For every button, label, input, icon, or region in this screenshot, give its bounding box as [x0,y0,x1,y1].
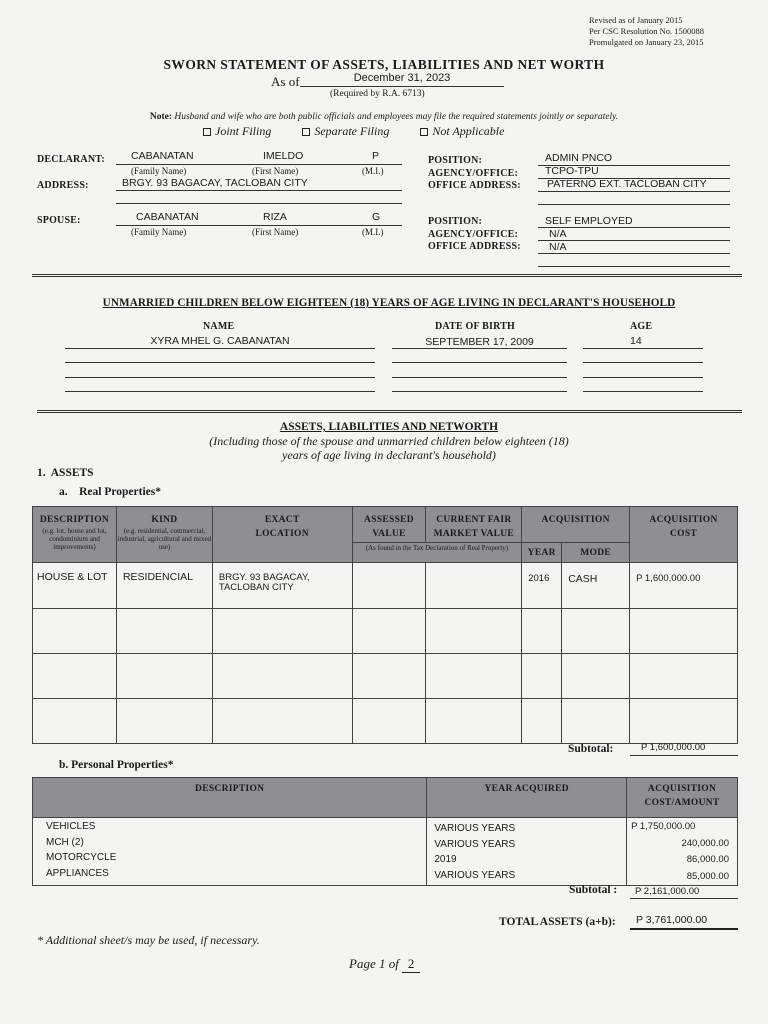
revision-note [589,15,704,48]
list-item: VARIOUS YEARS [434,869,516,881]
option-label: Not Applicable [432,124,505,138]
child-row-line [392,391,567,392]
cell-mode: CASH [562,563,630,609]
child-row-line [65,391,375,392]
real-subtotal-label: Subtotal: [568,743,614,755]
declarant-office-address: PATERNO EXT. TACLOBAN CITY [547,178,707,190]
table-row [33,609,738,654]
spouse-office-line [538,253,730,254]
declarant-first-name: IMELDO [263,150,304,162]
header-label: MARKET VALUE [433,529,515,539]
section-divider [32,274,742,277]
personal-description-column [33,818,427,886]
position-label: POSITION: [428,155,483,166]
cell-kind: RESIDENCIAL [116,563,212,609]
cell-cost: P 1,600,000.00 [630,563,738,609]
header-label: ASSESSED [364,515,414,525]
spouse-office-label: OFFICE ADDRESS: [428,241,521,252]
declarant-agency: TCPO-TPU [545,165,599,177]
list-item: VARIOUS YEARS [434,838,516,850]
address-line-2 [116,203,402,204]
spouse-agency: N/A [549,228,567,240]
list-item: P 1,750,000.00 [631,821,696,832]
real-subtotal: P 1,600,000.00 [641,742,706,753]
spouse-position-line [538,227,730,228]
header-label: ACQUISITION [541,515,610,525]
declarant-name-line [116,164,402,165]
spouse-position: SELF EMPLOYED [545,215,633,227]
caption-mi: (M.I.) [362,166,384,176]
personal-subtotal-label: Subtotal : [569,884,618,896]
revision-line: Revised as of January 2015 [589,15,683,25]
children-col-age: AGE [630,321,653,332]
declarant-family-name: CABANATAN [131,150,194,162]
caption-family-name: (Family Name) [131,166,187,176]
alnw-subheading: years of age living in declarant's household) [282,448,496,462]
assets-heading: 1. ASSETS [37,467,94,479]
child-row-line [392,362,567,363]
header-label: VALUE [372,529,406,539]
cell-description: HOUSE & LOT [33,563,117,609]
checkbox-icon [302,128,310,136]
spouse-position-label: POSITION: [428,216,483,227]
cell-year: 2016 [522,563,562,609]
child-row-line [583,362,703,363]
declarant-mi: P [372,150,380,162]
list-item: VARIOUS YEARS [434,823,516,834]
col-header-market [426,507,522,543]
spouse-mi: G [372,211,381,223]
col-header-description [33,778,427,818]
child-row-line [65,348,375,349]
checkbox-icon [203,128,211,136]
caption-first-name: (First Name) [252,227,299,237]
header-label: ACQUISITION [649,515,718,525]
total-assets-label: TOTAL ASSETS (a+b): [499,916,616,928]
child-row-line [583,391,703,392]
filing-note [0,112,768,122]
list-item: MOTORCYCLE [46,852,117,863]
cell-location: BRGY. 93 BAGACAY, TACLOBAN CITY [212,563,352,609]
col-header-acquisition [522,507,630,543]
child-row-line [392,377,567,378]
list-item: 2019 [434,854,457,865]
as-of-underline [300,86,504,87]
personal-year-column [427,818,627,886]
child-row-line [392,348,567,349]
page-title: SWORN STATEMENT OF ASSETS, LIABILITIES AND NET WORTH [163,57,605,72]
spouse-agency-line [538,240,730,241]
col-header-year [522,543,562,563]
declarant-address: BRGY. 93 BAGACAY, TACLOBAN CITY [122,177,308,189]
real-subtotal-line [630,755,738,756]
col-header-kind [116,507,212,563]
page-number [349,956,420,973]
header-label: CURRENT FAIR [436,515,512,525]
children-heading: UNMARRIED CHILDREN BELOW EIGHTEEN (18) YEARS OF AGE LIVING IN DECLARANT'S HOUSEHOLD [102,297,676,309]
real-properties-table [32,506,738,744]
table-row [33,699,738,744]
child-row-line [65,377,375,378]
table-row [33,563,738,609]
total-assets-line [630,928,738,930]
child-name: XYRA MHEL G. CABANATAN [150,335,290,347]
spouse-office-address: N/A [549,241,567,253]
alnw-heading: ASSETS, LIABILITIES AND NETWORTH [279,421,499,433]
checkbox-icon [420,128,428,136]
alnw-subheading: (Including those of the spouse and unmarried children below eighteen (18) [209,434,569,448]
col-header-description [33,507,117,563]
tax-declaration-note [352,543,522,563]
child-row-line [65,362,375,363]
spouse-label: SPOUSE: [37,215,81,226]
spouse-family-name: CABANATAN [136,211,199,223]
agency-label: AGENCY/OFFICE: [428,168,519,179]
as-of-label: As of [271,74,300,89]
children-col-name: NAME [203,321,235,332]
declarant-position: ADMIN PNCO [545,152,613,164]
personal-properties-heading: b. Personal Properties* [59,759,174,771]
header-label: KIND [151,515,178,525]
header-label: COST/AMOUNT [644,798,720,808]
address-line [116,190,402,191]
spouse-agency-label: AGENCY/OFFICE: [428,229,519,240]
child-row-line [583,377,703,378]
real-properties-heading: a. Real Properties* [59,486,161,498]
required-by: (Required by R.A. 6713) [330,89,425,99]
spouse-office-line-2 [538,266,730,267]
header-note: (e.g. lot, house and lot, condominium and improvements) [42,527,107,551]
personal-subtotal: P 2,161,000.00 [635,886,700,897]
as-of-value: December 31, 2023 [353,72,451,84]
footnote: * Additional sheet/s may be used, if necessary. [37,933,260,947]
table-row [33,654,738,699]
header-label: YEAR ACQUIRED [484,784,569,794]
office-line [538,191,730,192]
personal-cost-column [627,818,738,886]
header-note: (As found in the Tax Declaration of Real Property) [365,544,509,552]
page-total: 2 [402,956,420,973]
caption-family-name: (Family Name) [131,227,187,237]
header-label: LOCATION [255,529,309,539]
child-age: 14 [630,335,642,347]
header-label: ACQUISITION [647,784,717,794]
col-header-location [212,507,352,563]
personal-subtotal-line [630,898,738,899]
filing-options [203,124,504,139]
office-address-label: OFFICE ADDRESS: [428,180,521,191]
page-label: Page 1 of [349,956,399,971]
checkbox-separate-filing[interactable] [302,124,389,139]
header-label: YEAR [527,547,556,558]
address-label: ADDRESS: [37,180,89,191]
section-divider [37,410,742,413]
header-note: (e.g. residential, commercial, industrial, agricultural and mixed use) [117,527,212,551]
header-label: EXACT [264,515,300,525]
children-col-dob: DATE OF BIRTH [435,321,516,332]
declarant-label: DECLARANT: [37,154,105,165]
checkbox-not-applicable[interactable] [420,124,504,139]
cell-market [426,563,522,609]
note-text: Husband and wife who are both public officials and employees may file the required statements jointly or separately. [174,112,619,122]
col-header-year-acquired [427,778,627,818]
note-label: Note: [149,112,172,122]
list-item: 86,000.00 [686,854,729,865]
office-line-2 [538,204,730,205]
caption-first-name: (First Name) [252,166,299,176]
header-label: MODE [580,547,612,558]
list-item: MCH (2) [46,836,84,848]
col-header-cost [630,507,738,563]
list-item: APPLIANCES [46,867,109,879]
revision-line: Per CSC Resolution No. 1500088 [589,26,704,36]
col-header-mode [562,543,630,563]
list-item: 85,000.00 [686,870,729,882]
header-label: COST [670,529,698,539]
list-item: VEHICLES [46,821,96,832]
personal-properties-table [32,777,738,886]
revision-line: Promulgated on January 23, 2015 [589,37,704,47]
total-assets: P 3,761,000.00 [636,914,708,926]
spouse-name-line [116,225,402,226]
spouse-first-name: RIZA [263,211,287,223]
header-label: DESCRIPTION [39,515,110,525]
header-label: DESCRIPTION [195,784,265,794]
col-header-cost [627,778,738,818]
list-item: 240,000.00 [681,837,729,849]
caption-mi: (M.I.) [362,227,384,237]
option-label: Joint Filing [215,124,272,138]
cell-assessed [352,563,426,609]
col-header-assessed [352,507,426,543]
child-dob: SEPTEMBER 17, 2009 [425,336,534,348]
option-label: Separate Filing [314,124,390,138]
checkbox-joint-filing[interactable] [203,124,271,139]
child-row-line [583,348,703,349]
